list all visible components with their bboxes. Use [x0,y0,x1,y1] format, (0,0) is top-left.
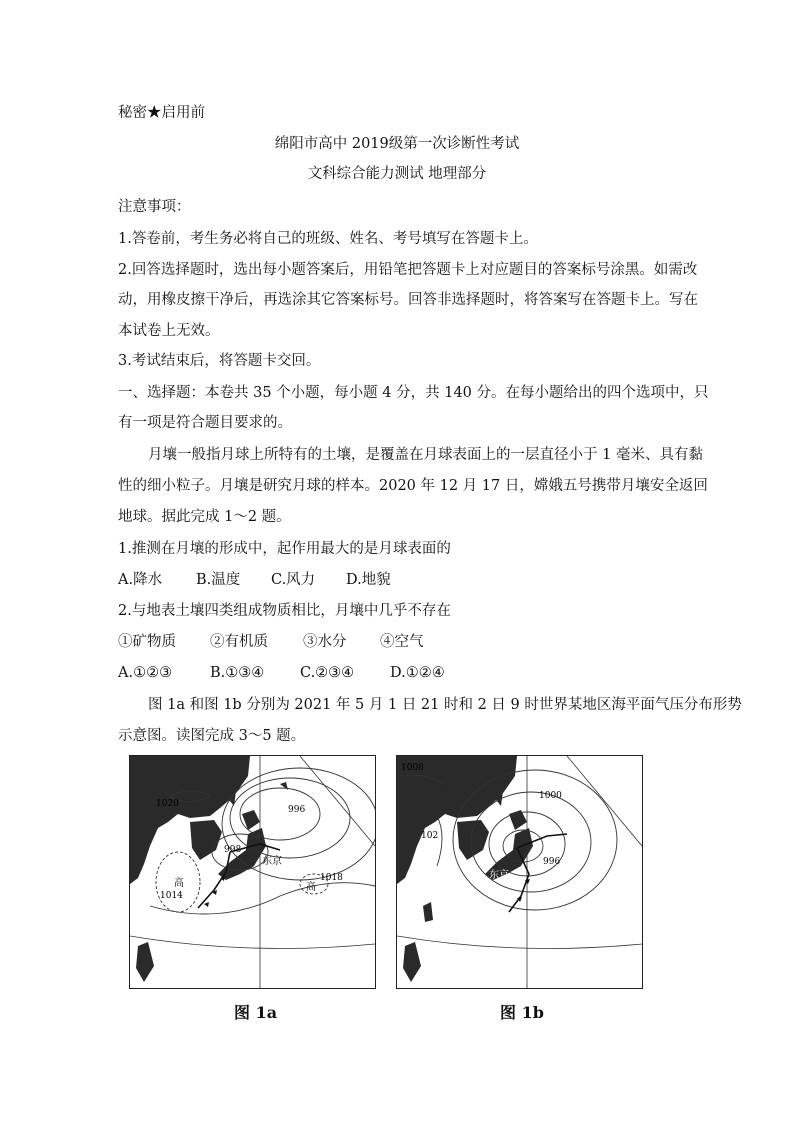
cold-front-triangles [204,876,225,907]
q2-item-1: ①矿物质 [118,634,176,650]
section-intro-a: 一、选择题：本卷共 35 个小题，每小题 4 分，共 140 分。在每小题给出的四个选项中，只 [118,385,709,401]
exam-subtitle: 文科综合能力测试 地理部分 [307,166,487,182]
map-1b-caption: 图 1b [500,1003,544,1022]
high-pressure-label: 高 [174,878,184,889]
isobar-label: 998 [224,845,242,855]
exam-title: 绵阳市高中 2019级第一次诊断性考试 [274,136,520,152]
latitude-line [397,936,642,949]
q2-stem: 2.与地表土壤四类组成物质相比，月壤中几乎不存在 [118,603,451,619]
passage1-line-a: 月壤一般指月球上所特有的土壤，是覆盖在月球表面上的一层直径小于 1 毫米、具有黏 [148,447,703,463]
city-label-tokyo: 东京 [262,856,282,867]
map-1a [129,755,376,989]
map-1a-figure [130,756,375,988]
island-land [423,902,433,922]
q1-option-a: A.降水 [118,572,163,588]
map-1b-figure [397,756,642,988]
q1-option-c: C.风力 [271,572,316,588]
isobar [437,816,442,866]
isobar-label: 1014 [160,891,183,901]
map-1b [396,755,643,989]
q1-option-d: D.地貌 [346,572,391,588]
q1-stem: 1.推测在月壤的形成中，起作用最大的是月球表面的 [118,541,451,557]
notice-item-1: 1.答卷前，考生务必将自己的班级、姓名、考号填写在答题卡上。 [118,231,538,247]
city-label-tokyo: 东京 [489,870,509,881]
taiwan-land [403,942,421,982]
taiwan-land [136,942,154,982]
passage2-line-b: 示意图。读图完成 3～5 题。 [118,728,306,744]
q2-item-4: ④空气 [380,634,424,650]
kuril-land [280,782,288,790]
isobar-label: 102 [421,831,439,841]
q2-item-3: ③水分 [303,634,347,650]
q2-option-d: D.①②④ [390,665,445,681]
notice-heading: 注意事项： [118,199,191,215]
isobar-label: 996 [543,857,561,867]
meridian-line [567,756,642,846]
notice-item-3: 3.考试结束后，将答题卡交回。 [118,353,321,369]
isobar-label: 1000 [539,791,562,801]
isobar [222,768,375,880]
isobar-label: 1020 [156,799,179,809]
isobar-label: 996 [288,805,306,815]
meridian-line [300,756,375,846]
isobar-label: 1018 [320,873,343,883]
q1-option-b: B.温度 [196,572,241,588]
map-1a-caption: 图 1a [234,1003,278,1022]
notice-item-2a: 2.回答选择题时，选出每小题答案后，用铅笔把答题卡上对应题目的答案标号涂黑。如需改 [118,262,698,278]
q2-option-c: C.②③④ [300,665,355,681]
passage1-line-b: 性的细小粒子。月壤是研究月球的样本。2020 年 12 月 17 日，嫦娥五号携带月壤安全返回 [118,478,708,494]
passage2-line-a: 图 1a 和图 1b 分别为 2021 年 5 月 1 日 21 时和 2 日 9 时世界某地区海平面气压分布形势 [148,697,742,713]
secret-label: 秘密★启用前 [118,105,205,121]
peninsula-land [190,820,222,860]
notice-item-2b: 动，用橡皮擦干净后，再选涂其它答案标号。回答非选择题时，将答案写在答题卡上。写在 [118,292,698,308]
q2-option-a: A.①②③ [118,665,173,681]
notice-item-2c: 本试卷上无效。 [118,323,220,339]
cold-front [198,852,230,908]
latitude-line [130,936,375,949]
q2-item-2: ②有机质 [210,634,268,650]
high-pressure-label: 高 [306,882,316,893]
section-intro-b: 有一项是符合题目要求的。 [118,415,292,431]
isobar-label: 1008 [401,763,424,773]
passage1-line-c: 地球。据此完成 1～2 题。 [118,509,291,525]
q2-option-b: B.①③④ [210,665,265,681]
